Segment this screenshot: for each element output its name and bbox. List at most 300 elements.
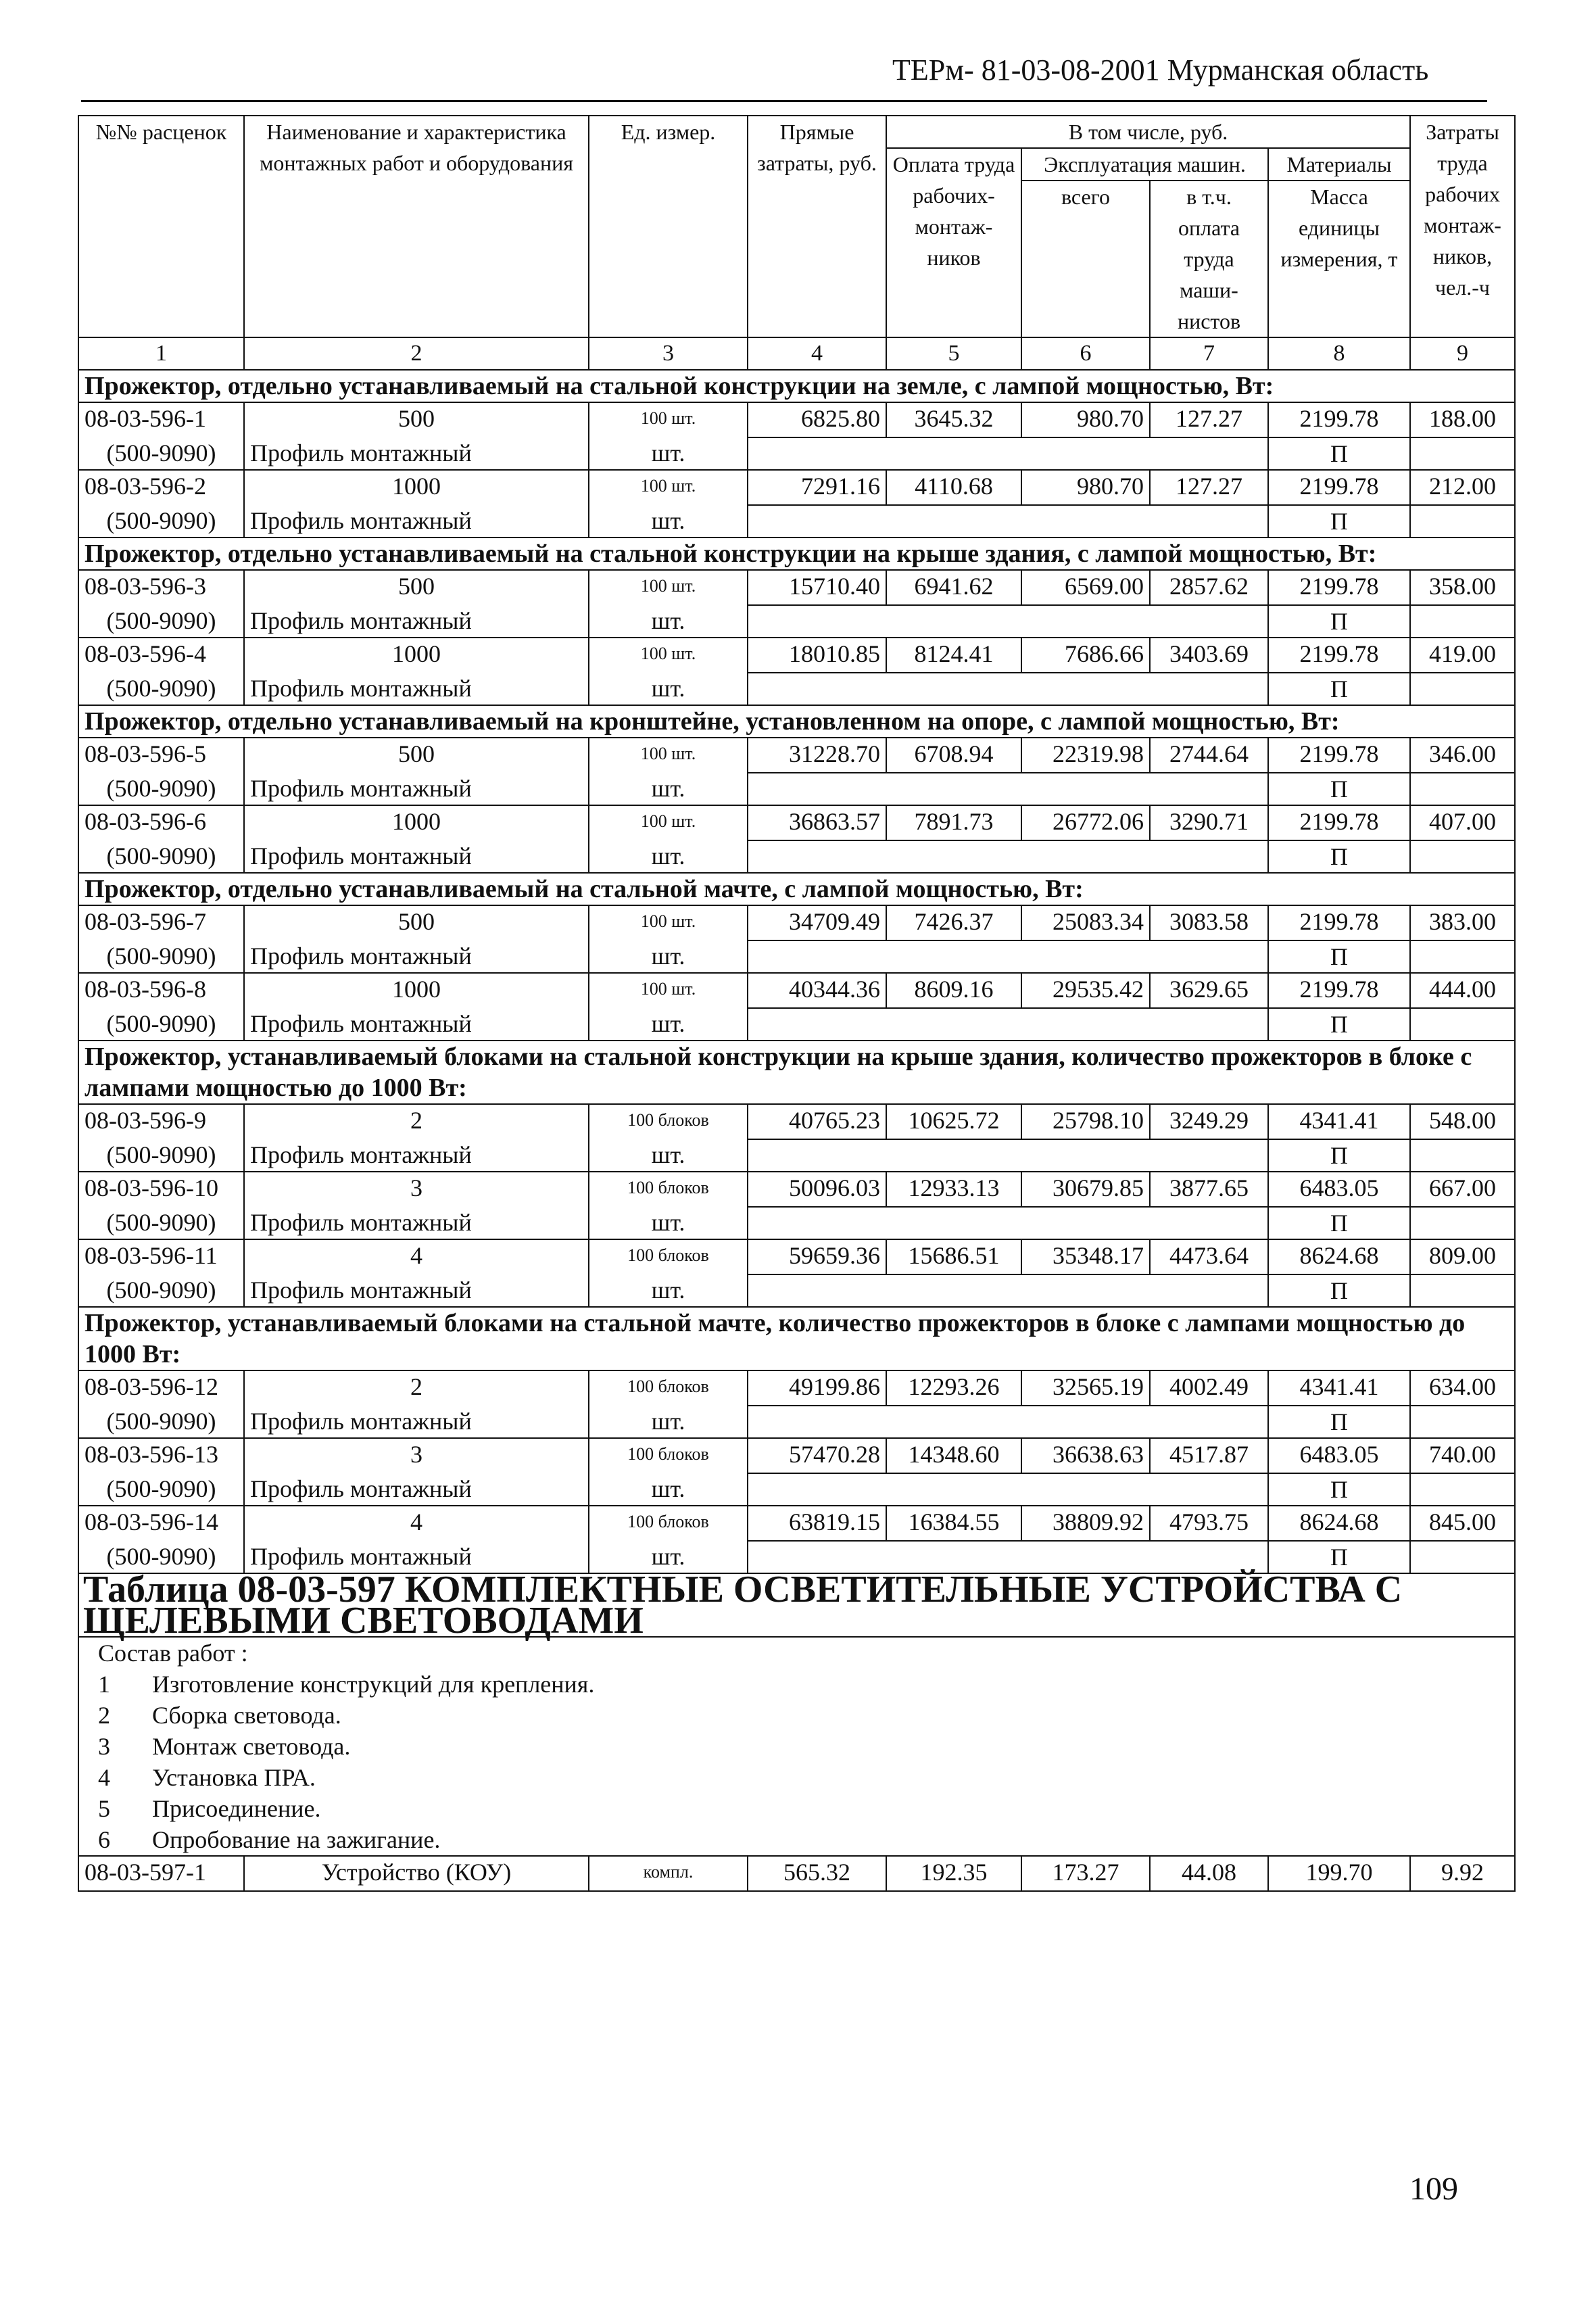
materials-cost: 4341.41 bbox=[1268, 1104, 1410, 1139]
material-mass: П bbox=[1268, 940, 1410, 973]
labor-cost: 188.00 bbox=[1410, 402, 1515, 437]
empty-cell bbox=[1150, 1406, 1268, 1438]
machine-wage-cost: 3403.69 bbox=[1150, 638, 1268, 673]
rate-code: 08-03-596-2 bbox=[78, 470, 244, 505]
empty-cell bbox=[1410, 1274, 1515, 1307]
machine-cost: 30679.85 bbox=[1021, 1172, 1150, 1207]
rate-code: 08-03-596-3 bbox=[78, 570, 244, 605]
material-mass: П bbox=[1268, 437, 1410, 470]
material-code: (500-9090) bbox=[78, 1274, 244, 1307]
machine-wage-cost: 4002.49 bbox=[1150, 1370, 1268, 1406]
col-header-unit: Ед. измер. bbox=[589, 116, 748, 337]
table-row bbox=[78, 1856, 1515, 1891]
work-heading: Состав работ : bbox=[98, 1640, 248, 1667]
material-mass: П bbox=[1268, 1541, 1410, 1573]
empty-cell bbox=[748, 1008, 886, 1041]
labor-cost: 845.00 bbox=[1410, 1506, 1515, 1541]
material-row bbox=[78, 940, 1515, 973]
rate-name: 3 bbox=[244, 1172, 589, 1207]
direct-cost: 50096.03 bbox=[748, 1172, 886, 1207]
table-row bbox=[78, 905, 1515, 940]
material-name: Профиль монтажный bbox=[244, 505, 589, 538]
col-header-materials: Материалы bbox=[1268, 148, 1410, 181]
rate-unit: 100 шт. bbox=[589, 738, 748, 773]
material-row bbox=[78, 1008, 1515, 1041]
empty-cell bbox=[1410, 1008, 1515, 1041]
empty-cell bbox=[1150, 673, 1268, 705]
empty-cell bbox=[886, 840, 1021, 873]
rate-code: 08-03-596-4 bbox=[78, 638, 244, 673]
empty-cell bbox=[886, 1473, 1021, 1506]
rate-code: 08-03-596-10 bbox=[78, 1172, 244, 1207]
rate-unit: 100 блоков bbox=[589, 1239, 748, 1274]
rate-name: 3 bbox=[244, 1438, 589, 1473]
col-number: 3 bbox=[589, 337, 748, 370]
rate-name: 500 bbox=[244, 905, 589, 940]
rate-name: 2 bbox=[244, 1104, 589, 1139]
material-row bbox=[78, 840, 1515, 873]
work-item bbox=[98, 1700, 1509, 1731]
col-header-name: Наименование и характеристика монтажных работ и оборудования bbox=[244, 116, 589, 337]
empty-cell bbox=[1021, 605, 1150, 638]
work-item-text: Опробование на зажигание. bbox=[152, 1826, 441, 1853]
section-title: Прожектор, отдельно устанавливаемый на стальной конструкции на крыше здания, с лампой мощностью, Вт: bbox=[78, 538, 1515, 570]
materials-cost: 2199.78 bbox=[1268, 638, 1410, 673]
empty-cell bbox=[1021, 1008, 1150, 1041]
rate-code: 08-03-596-5 bbox=[78, 738, 244, 773]
material-name: Профиль монтажный bbox=[244, 773, 589, 805]
empty-cell bbox=[748, 1274, 886, 1307]
empty-cell bbox=[1150, 1139, 1268, 1172]
direct-cost: 15710.40 bbox=[748, 570, 886, 605]
direct-cost: 36863.57 bbox=[748, 805, 886, 840]
empty-cell bbox=[1410, 505, 1515, 538]
material-name: Профиль монтажный bbox=[244, 673, 589, 705]
table-597-title: Таблица 08-03-597 КОМПЛЕКТНЫЕ ОСВЕТИТЕЛЬНЫЕ УСТРОЙСТВА С ЩЕЛЕВЫМИ СВЕТОВОДАМИ bbox=[78, 1573, 1515, 1637]
labor-cost: 9.92 bbox=[1410, 1856, 1515, 1891]
table-row bbox=[78, 973, 1515, 1008]
rate-code: 08-03-596-8 bbox=[78, 973, 244, 1008]
material-code: (500-9090) bbox=[78, 673, 244, 705]
table-row bbox=[78, 470, 1515, 505]
empty-cell bbox=[1410, 1473, 1515, 1506]
rate-name: Устройство (КОУ) bbox=[244, 1856, 589, 1891]
wage-cost: 10625.72 bbox=[886, 1104, 1021, 1139]
work-item-number: 2 bbox=[98, 1702, 110, 1729]
direct-cost: 59659.36 bbox=[748, 1239, 886, 1274]
section-title: Прожектор, отдельно устанавливаемый на кронштейне, установленном на опоре, с лампой мощностью, Вт: bbox=[78, 705, 1515, 738]
material-unit: шт. bbox=[589, 1274, 748, 1307]
materials-cost: 8624.68 bbox=[1268, 1506, 1410, 1541]
machine-wage-cost: 4473.64 bbox=[1150, 1239, 1268, 1274]
empty-cell bbox=[1021, 1274, 1150, 1307]
machine-wage-cost: 2744.64 bbox=[1150, 738, 1268, 773]
section-title-row bbox=[78, 1307, 1515, 1370]
material-mass: П bbox=[1268, 605, 1410, 638]
empty-cell bbox=[1150, 1274, 1268, 1307]
table-row bbox=[78, 1506, 1515, 1541]
rate-name: 500 bbox=[244, 738, 589, 773]
empty-cell bbox=[886, 437, 1021, 470]
rate-unit: 100 шт. bbox=[589, 973, 748, 1008]
material-row bbox=[78, 1274, 1515, 1307]
material-unit: шт. bbox=[589, 1139, 748, 1172]
empty-cell bbox=[748, 505, 886, 538]
material-unit: шт. bbox=[589, 1541, 748, 1573]
direct-cost: 57470.28 bbox=[748, 1438, 886, 1473]
material-code: (500-9090) bbox=[78, 840, 244, 873]
materials-cost: 2199.78 bbox=[1268, 402, 1410, 437]
material-row bbox=[78, 1207, 1515, 1239]
material-unit: шт. bbox=[589, 1406, 748, 1438]
labor-cost: 548.00 bbox=[1410, 1104, 1515, 1139]
empty-cell bbox=[1150, 505, 1268, 538]
work-item bbox=[98, 1731, 1509, 1762]
material-code: (500-9090) bbox=[78, 1207, 244, 1239]
rate-unit: 100 шт. bbox=[589, 470, 748, 505]
table-row bbox=[78, 1172, 1515, 1207]
col-header-wage: Оплата труда рабочих-монтаж-ников bbox=[886, 148, 1021, 337]
machine-cost: 22319.98 bbox=[1021, 738, 1150, 773]
work-item-number: 4 bbox=[98, 1764, 110, 1791]
rate-unit: 100 блоков bbox=[589, 1438, 748, 1473]
empty-cell bbox=[1150, 1207, 1268, 1239]
labor-cost: 809.00 bbox=[1410, 1239, 1515, 1274]
material-row bbox=[78, 673, 1515, 705]
empty-cell bbox=[1021, 940, 1150, 973]
work-item bbox=[98, 1669, 1509, 1700]
rate-name: 2 bbox=[244, 1370, 589, 1406]
labor-cost: 407.00 bbox=[1410, 805, 1515, 840]
wage-cost: 12933.13 bbox=[886, 1172, 1021, 1207]
direct-cost: 565.32 bbox=[748, 1856, 886, 1891]
machine-wage-cost: 127.27 bbox=[1150, 470, 1268, 505]
labor-cost: 419.00 bbox=[1410, 638, 1515, 673]
material-mass: П bbox=[1268, 1274, 1410, 1307]
empty-cell bbox=[1021, 1139, 1150, 1172]
material-mass: П bbox=[1268, 840, 1410, 873]
empty-cell bbox=[1410, 940, 1515, 973]
empty-cell bbox=[886, 1207, 1021, 1239]
empty-cell bbox=[886, 1008, 1021, 1041]
col-header-code: №№ расценок bbox=[78, 116, 244, 337]
col-header-labor: Затраты труда рабочих монтаж-ников, чел.-ч bbox=[1410, 116, 1515, 337]
materials-cost: 4341.41 bbox=[1268, 1370, 1410, 1406]
rate-name: 500 bbox=[244, 402, 589, 437]
rate-code: 08-03-596-9 bbox=[78, 1104, 244, 1139]
page-number: 109 bbox=[1409, 2171, 1458, 2207]
col-number: 8 bbox=[1268, 337, 1410, 370]
empty-cell bbox=[748, 1473, 886, 1506]
table-row bbox=[78, 570, 1515, 605]
table-row bbox=[78, 805, 1515, 840]
work-item-number: 6 bbox=[98, 1826, 110, 1853]
rate-unit: 100 шт. bbox=[589, 638, 748, 673]
material-mass: П bbox=[1268, 1207, 1410, 1239]
empty-cell bbox=[1410, 840, 1515, 873]
material-row bbox=[78, 773, 1515, 805]
empty-cell bbox=[886, 773, 1021, 805]
rate-code: 08-03-596-14 bbox=[78, 1506, 244, 1541]
rate-unit: компл. bbox=[589, 1856, 748, 1891]
labor-cost: 634.00 bbox=[1410, 1370, 1515, 1406]
empty-cell bbox=[886, 505, 1021, 538]
wage-cost: 12293.26 bbox=[886, 1370, 1021, 1406]
wage-cost: 3645.32 bbox=[886, 402, 1021, 437]
work-item-text: Сборка световода. bbox=[152, 1702, 341, 1729]
empty-cell bbox=[1021, 1207, 1150, 1239]
materials-cost: 199.70 bbox=[1268, 1856, 1410, 1891]
empty-cell bbox=[1410, 1541, 1515, 1573]
material-name: Профиль монтажный bbox=[244, 840, 589, 873]
col-header-mass: Масса единицы измерения, т bbox=[1268, 181, 1410, 337]
work-item-text: Монтаж световода. bbox=[152, 1733, 351, 1760]
empty-cell bbox=[1150, 1473, 1268, 1506]
machine-cost: 980.70 bbox=[1021, 402, 1150, 437]
materials-cost: 2199.78 bbox=[1268, 738, 1410, 773]
material-name: Профиль монтажный bbox=[244, 940, 589, 973]
material-unit: шт. bbox=[589, 673, 748, 705]
direct-cost: 40344.36 bbox=[748, 973, 886, 1008]
machine-wage-cost: 2857.62 bbox=[1150, 570, 1268, 605]
materials-cost: 6483.05 bbox=[1268, 1172, 1410, 1207]
machine-cost: 25083.34 bbox=[1021, 905, 1150, 940]
materials-cost: 2199.78 bbox=[1268, 805, 1410, 840]
rate-code: 08-03-596-12 bbox=[78, 1370, 244, 1406]
table-row bbox=[78, 638, 1515, 673]
table-row bbox=[78, 402, 1515, 437]
machine-cost: 173.27 bbox=[1021, 1856, 1150, 1891]
direct-cost: 63819.15 bbox=[748, 1506, 886, 1541]
empty-cell bbox=[748, 1139, 886, 1172]
empty-cell bbox=[1150, 437, 1268, 470]
col-number: 1 bbox=[78, 337, 244, 370]
material-code: (500-9090) bbox=[78, 1541, 244, 1573]
work-composition-row bbox=[78, 1637, 1515, 1856]
rate-unit: 100 шт. bbox=[589, 905, 748, 940]
material-name: Профиль монтажный bbox=[244, 1473, 589, 1506]
wage-cost: 192.35 bbox=[886, 1856, 1021, 1891]
empty-cell bbox=[1150, 940, 1268, 973]
table-row bbox=[78, 738, 1515, 773]
material-mass: П bbox=[1268, 1406, 1410, 1438]
rate-unit: 100 блоков bbox=[589, 1370, 748, 1406]
empty-cell bbox=[886, 1274, 1021, 1307]
material-name: Профиль монтажный bbox=[244, 437, 589, 470]
section-title-row bbox=[78, 705, 1515, 738]
machine-wage-cost: 3249.29 bbox=[1150, 1104, 1268, 1139]
header-divider bbox=[81, 100, 1487, 102]
machine-cost: 980.70 bbox=[1021, 470, 1150, 505]
rate-name: 4 bbox=[244, 1506, 589, 1541]
empty-cell bbox=[886, 940, 1021, 973]
section-title-row bbox=[78, 370, 1515, 402]
material-name: Профиль монтажный bbox=[244, 1207, 589, 1239]
wage-cost: 8124.41 bbox=[886, 638, 1021, 673]
section-title-row bbox=[78, 1041, 1515, 1104]
rate-name: 1000 bbox=[244, 973, 589, 1008]
material-mass: П bbox=[1268, 1473, 1410, 1506]
machine-wage-cost: 4793.75 bbox=[1150, 1506, 1268, 1541]
rate-name: 4 bbox=[244, 1239, 589, 1274]
material-unit: шт. bbox=[589, 773, 748, 805]
labor-cost: 667.00 bbox=[1410, 1172, 1515, 1207]
col-number: 7 bbox=[1150, 337, 1268, 370]
empty-cell bbox=[748, 773, 886, 805]
labor-cost: 346.00 bbox=[1410, 738, 1515, 773]
material-code: (500-9090) bbox=[78, 437, 244, 470]
machine-wage-cost: 3290.71 bbox=[1150, 805, 1268, 840]
material-code: (500-9090) bbox=[78, 773, 244, 805]
empty-cell bbox=[748, 1406, 886, 1438]
material-row bbox=[78, 1139, 1515, 1172]
work-item-number: 1 bbox=[98, 1671, 110, 1698]
empty-cell bbox=[748, 940, 886, 973]
machine-cost: 36638.63 bbox=[1021, 1438, 1150, 1473]
empty-cell bbox=[886, 673, 1021, 705]
material-unit: шт. bbox=[589, 505, 748, 538]
wage-cost: 4110.68 bbox=[886, 470, 1021, 505]
col-header-incl: В том числе, руб. bbox=[886, 116, 1410, 148]
table-row bbox=[78, 1239, 1515, 1274]
empty-cell bbox=[748, 673, 886, 705]
machine-wage-cost: 4517.87 bbox=[1150, 1438, 1268, 1473]
machine-cost: 29535.42 bbox=[1021, 973, 1150, 1008]
wage-cost: 14348.60 bbox=[886, 1438, 1021, 1473]
wage-cost: 6708.94 bbox=[886, 738, 1021, 773]
work-item bbox=[98, 1824, 1509, 1855]
rate-name: 1000 bbox=[244, 638, 589, 673]
rate-unit: 100 блоков bbox=[589, 1506, 748, 1541]
col-header-mach-wage: в т.ч. оплата труда маши-нистов bbox=[1150, 181, 1268, 337]
machine-wage-cost: 3629.65 bbox=[1150, 973, 1268, 1008]
rate-code: 08-03-596-11 bbox=[78, 1239, 244, 1274]
work-item-text: Установка ПРА. bbox=[152, 1764, 316, 1791]
empty-cell bbox=[748, 840, 886, 873]
direct-cost: 18010.85 bbox=[748, 638, 886, 673]
direct-cost: 49199.86 bbox=[748, 1370, 886, 1406]
labor-cost: 358.00 bbox=[1410, 570, 1515, 605]
table-row bbox=[78, 1438, 1515, 1473]
empty-cell bbox=[748, 605, 886, 638]
work-item-text: Присоединение. bbox=[152, 1795, 321, 1822]
machine-cost: 26772.06 bbox=[1021, 805, 1150, 840]
material-unit: шт. bbox=[589, 940, 748, 973]
material-row bbox=[78, 1473, 1515, 1506]
table-title-row bbox=[78, 1573, 1515, 1637]
material-code: (500-9090) bbox=[78, 505, 244, 538]
section-title: Прожектор, устанавливаемый блоками на стальной мачте, количество прожекторов в блоке с лампами мощностью до 1000 Вт: bbox=[78, 1307, 1515, 1370]
col-header-direct: Прямые затраты, руб. bbox=[748, 116, 886, 337]
col-header-mach-total: всего bbox=[1021, 181, 1150, 337]
materials-cost: 2199.78 bbox=[1268, 570, 1410, 605]
material-mass: П bbox=[1268, 1008, 1410, 1041]
machine-wage-cost: 3877.65 bbox=[1150, 1172, 1268, 1207]
direct-cost: 31228.70 bbox=[748, 738, 886, 773]
rate-name: 500 bbox=[244, 570, 589, 605]
material-unit: шт. bbox=[589, 437, 748, 470]
rate-unit: 100 шт. bbox=[589, 805, 748, 840]
rates-table bbox=[78, 115, 1516, 1892]
material-code: (500-9090) bbox=[78, 1406, 244, 1438]
material-name: Профиль монтажный bbox=[244, 1008, 589, 1041]
empty-cell bbox=[1021, 505, 1150, 538]
material-row bbox=[78, 505, 1515, 538]
empty-cell bbox=[1410, 1406, 1515, 1438]
rate-code: 08-03-597-1 bbox=[78, 1856, 244, 1891]
empty-cell bbox=[1410, 1139, 1515, 1172]
empty-cell bbox=[1150, 773, 1268, 805]
wage-cost: 7891.73 bbox=[886, 805, 1021, 840]
empty-cell bbox=[1021, 1473, 1150, 1506]
empty-cell bbox=[1410, 773, 1515, 805]
material-name: Профиль монтажный bbox=[244, 1139, 589, 1172]
labor-cost: 444.00 bbox=[1410, 973, 1515, 1008]
machine-cost: 38809.92 bbox=[1021, 1506, 1150, 1541]
material-code: (500-9090) bbox=[78, 940, 244, 973]
material-unit: шт. bbox=[589, 605, 748, 638]
material-row bbox=[78, 605, 1515, 638]
material-name: Профиль монтажный bbox=[244, 605, 589, 638]
machine-cost: 32565.19 bbox=[1021, 1370, 1150, 1406]
col-number: 2 bbox=[244, 337, 589, 370]
empty-cell bbox=[1150, 840, 1268, 873]
material-unit: шт. bbox=[589, 840, 748, 873]
rate-code: 08-03-596-7 bbox=[78, 905, 244, 940]
work-item-number: 3 bbox=[98, 1733, 110, 1760]
material-code: (500-9090) bbox=[78, 1008, 244, 1041]
rate-unit: 100 шт. bbox=[589, 402, 748, 437]
work-item bbox=[98, 1793, 1509, 1824]
empty-cell bbox=[1021, 1406, 1150, 1438]
direct-cost: 7291.16 bbox=[748, 470, 886, 505]
materials-cost: 2199.78 bbox=[1268, 470, 1410, 505]
section-title: Прожектор, отдельно устанавливаемый на стальной конструкции на земле, с лампой мощностью, Вт: bbox=[78, 370, 1515, 402]
material-row bbox=[78, 437, 1515, 470]
material-code: (500-9090) bbox=[78, 1473, 244, 1506]
machine-wage-cost: 3083.58 bbox=[1150, 905, 1268, 940]
section-title-row bbox=[78, 538, 1515, 570]
wage-cost: 8609.16 bbox=[886, 973, 1021, 1008]
work-item-text: Изготовление конструкций для крепления. bbox=[152, 1671, 595, 1698]
empty-cell bbox=[886, 1406, 1021, 1438]
empty-cell bbox=[1410, 673, 1515, 705]
direct-cost: 40765.23 bbox=[748, 1104, 886, 1139]
rate-name: 1000 bbox=[244, 470, 589, 505]
machine-cost: 6569.00 bbox=[1021, 570, 1150, 605]
material-name: Профиль монтажный bbox=[244, 1274, 589, 1307]
empty-cell bbox=[1150, 1008, 1268, 1041]
machine-cost: 25798.10 bbox=[1021, 1104, 1150, 1139]
work-item bbox=[98, 1762, 1509, 1793]
machine-wage-cost: 44.08 bbox=[1150, 1856, 1268, 1891]
material-name: Профиль монтажный bbox=[244, 1406, 589, 1438]
col-number: 4 bbox=[748, 337, 886, 370]
work-composition bbox=[78, 1637, 1515, 1856]
col-header-machines: Эксплуатация машин. bbox=[1021, 148, 1268, 181]
materials-cost: 8624.68 bbox=[1268, 1239, 1410, 1274]
wage-cost: 7426.37 bbox=[886, 905, 1021, 940]
rate-name: 1000 bbox=[244, 805, 589, 840]
col-number: 6 bbox=[1021, 337, 1150, 370]
wage-cost: 16384.55 bbox=[886, 1506, 1021, 1541]
materials-cost: 2199.78 bbox=[1268, 905, 1410, 940]
materials-cost: 2199.78 bbox=[1268, 973, 1410, 1008]
rate-unit: 100 шт. bbox=[589, 570, 748, 605]
material-mass: П bbox=[1268, 673, 1410, 705]
material-mass: П bbox=[1268, 773, 1410, 805]
work-item-number: 5 bbox=[98, 1795, 110, 1822]
